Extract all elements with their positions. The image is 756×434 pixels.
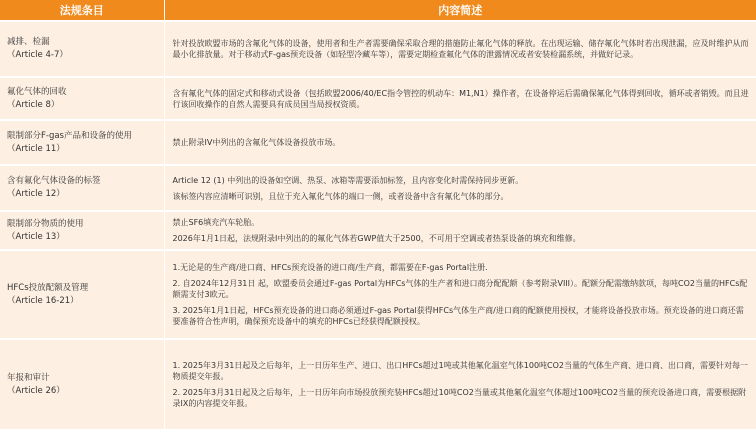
law-title: 含有氟化气体设备的标签 bbox=[7, 176, 101, 186]
content-paragraph: 3. 2025年1月1日起，HFCs预充设备的进口商必须通过F-gas Portal获得HFCs气体生产商/进口商的配额使用授权，才能将设备投放市场。预充设备的进口商还需要准备符合性声明，确保预充设备中的填充的HFCs已经获得配额授权。 bbox=[172, 306, 744, 326]
law-cell bbox=[0, 250, 164, 339]
content-paragraph: Article 12 (1) 中列出的设备如空调、热泵、冰箱等需要添加标签，且内容变化时需保持同步更新。 bbox=[172, 175, 524, 185]
law-article-ref: （Article 8） bbox=[7, 99, 60, 110]
content-cell bbox=[164, 339, 756, 429]
law-article-ref: （Article 16-21） bbox=[7, 295, 79, 306]
content-paragraph: 针对投放欧盟市场的含氟化气体的设备，使用者和生产者需要确保采取合理的措施防止氟化气体的释放。在出现运输、储存氟化气体时若出现泄漏，应及时维护从而最小化排放量。对于移动式F-gas预充设备（如轻型冷藏车等），需要定期检查氟化气体的泄露情况或者安装检漏系统，并做好记录。 bbox=[172, 39, 749, 59]
law-cell bbox=[0, 339, 164, 429]
law-cell bbox=[0, 77, 164, 120]
header-regulation-article: 法规条目 bbox=[0, 0, 164, 21]
content-cell bbox=[164, 77, 756, 120]
law-cell bbox=[0, 120, 164, 165]
content-cell bbox=[164, 120, 756, 165]
law-title: 限制部分物质的使用 bbox=[7, 218, 84, 229]
table-row bbox=[0, 120, 756, 165]
content-paragraph: 该标签内容应清晰可识别，且位于充入氟化气体的端口一侧，或者设备中含有氟化气体的部分。 bbox=[172, 191, 509, 201]
law-title: 氟化气体的回收 bbox=[7, 86, 67, 97]
content-paragraph: 2. 自2024年12月31日 起，欧盟委员会通过F-gas Portal为HFCs气体的生产者和进口商分配配额（参考附录VIII）。配额分配需缴纳款项，每吨CO2当量的HFCs配额需支付3欧元。 bbox=[172, 279, 748, 299]
law-title: HFCs投放配额及管理 bbox=[7, 282, 89, 293]
law-article-ref: （Article 26） bbox=[7, 385, 65, 396]
header-content-summary: 内容简述 bbox=[164, 0, 756, 21]
law-cell bbox=[0, 211, 164, 250]
table-header-row bbox=[0, 0, 756, 21]
content-paragraph: 含有氟化气体的固定式和移动式设备（包括欧盟2006/40/EC指令管控的机动车：M1,N1）操作者，在设备停运后需确保氟化气体得到回收，循环或者销毁。而且进行该回收操作的自然人需要具有成员国当局授权资质。 bbox=[172, 88, 749, 109]
law-title: 减排、检漏 bbox=[7, 37, 50, 47]
content-cell bbox=[164, 211, 756, 250]
law-cell bbox=[0, 165, 164, 211]
law-title: 年报和审计 bbox=[7, 372, 50, 383]
law-article-ref: （Article 13） bbox=[7, 231, 65, 242]
content-paragraph: 禁止附录IV中列出的含氟化气体设备投放市场。 bbox=[172, 138, 341, 147]
table-row bbox=[0, 339, 756, 429]
content-cell bbox=[164, 250, 756, 339]
table-row bbox=[0, 21, 756, 77]
law-article-ref: （Article 4-7） bbox=[7, 50, 68, 60]
content-cell bbox=[164, 165, 756, 211]
table-row bbox=[0, 77, 756, 120]
law-article-ref: （Article 12） bbox=[7, 189, 65, 199]
law-article-ref: （Article 11） bbox=[7, 143, 65, 154]
table-row bbox=[0, 250, 756, 339]
content-paragraph: 禁止SF6填充汽车轮胎。 bbox=[172, 218, 260, 227]
content-paragraph: 2026年1月1日起，法规附录I中列出的的氟化气体若GWP值大于2500，不可用于空调或者热泵设备的填充和维修。 bbox=[172, 234, 581, 243]
content-paragraph: 2. 2025年3月31日起及之后每年，上一日历年向市场投放预充装HFCs超过10吨CO2当量或其他氟化温室气体超过100吨CO2当量的预充设备进口商，需要根据附录IX的内容提交年报。 bbox=[172, 388, 747, 408]
law-title: 限制部分F-gas产品和设备的使用 bbox=[7, 130, 132, 141]
content-paragraph: 1. 2025年3月31日起及之后每年，上一日历年生产、进口、出口HFCs超过1吨或其他氟化温室气体100吨CO2当量的气体生产商、进口商、出口商，需要针对每一物质提交年报。 bbox=[172, 361, 749, 381]
law-cell bbox=[0, 21, 164, 77]
table-row bbox=[0, 211, 756, 250]
table-row bbox=[0, 165, 756, 211]
content-paragraph: 1.无论是的生产商/进口商、HFCs预充设备的进口商/生产商，都需要在F-gas Portal注册. bbox=[172, 263, 488, 272]
content-cell bbox=[164, 21, 756, 77]
